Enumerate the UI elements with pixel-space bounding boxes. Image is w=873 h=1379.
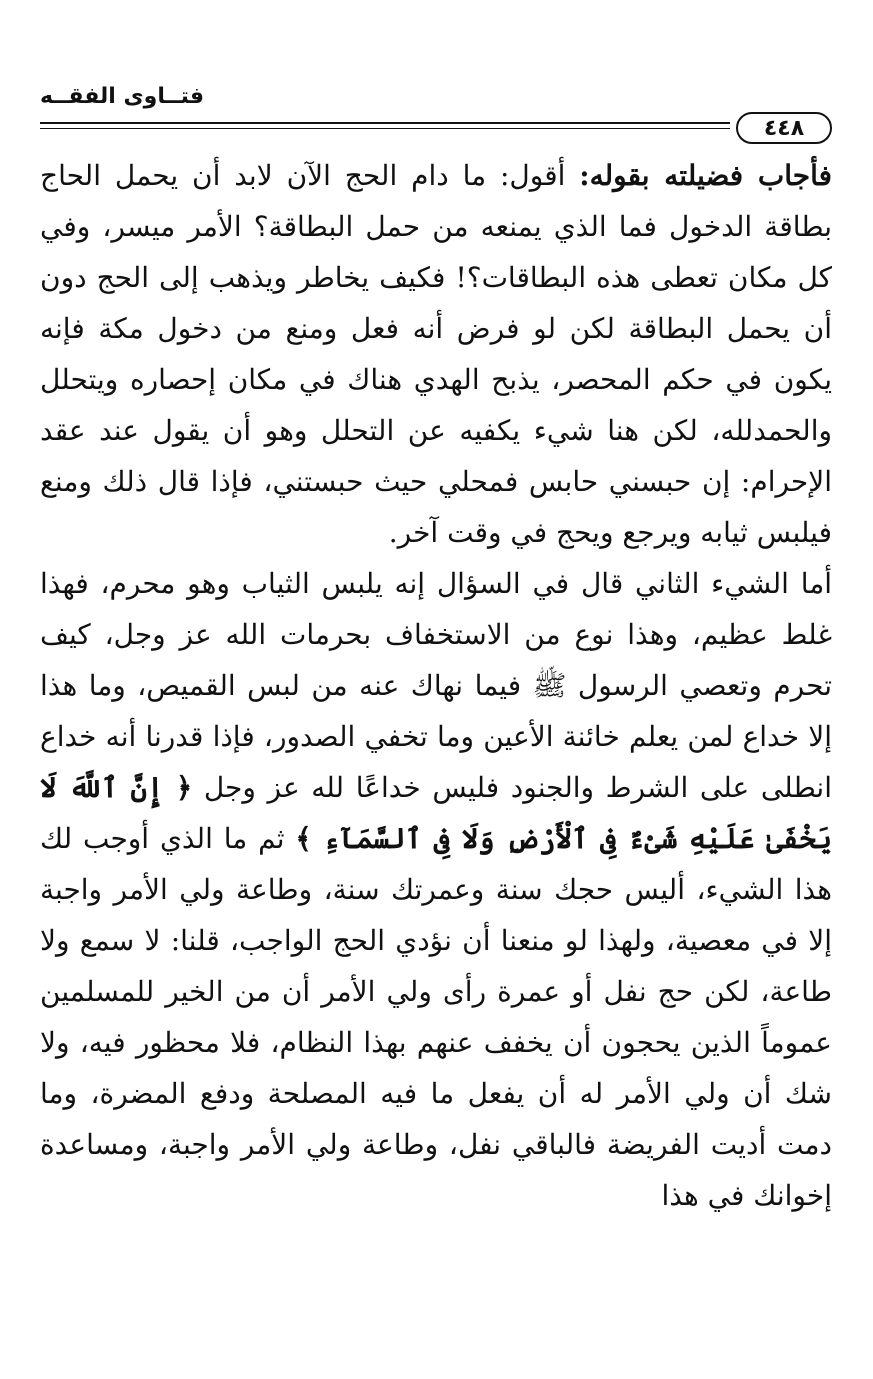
running-title: فتــاوى الفقــه xyxy=(40,84,205,109)
quran-verse: ﴿ إِنَّ ٱللَّهَ لَا يَخْفَىٰ عَلَيْهِ شَىْءٌ فِى ٱلْأَرْضِ وَلَا فِى ٱلسَّمَآءِ ﴾ xyxy=(40,771,833,855)
paragraph-second-point xyxy=(40,558,832,1221)
second-point-continuation: ثم ما الذي أوجب لك هذا الشيء، أليس حجك سنة وعمرتك سنة، وطاعة ولي الأمر واجبة إلا في معصية، ولهذا لو منعنا أن نؤدي الحج الواجب، قلنا: لا سمع ولا طاعة، لكن حج نفل أو عمرة رأى ولي الأمر أن من الخير للمسلمين عموماً الذين يحجون أن يخفف عنهم بهذا النظام، فلا محظور فيه، ولا شك أن ولي الأمر له أن يفعل ما فيه المصلحة ودفع المضرة، وما دمت أديت الفريضة فالباقي نفل، وطاعة ولي الأمر واجبة، ومساعدة إخوانك في هذا xyxy=(40,822,833,1212)
answer-lead: فأجاب فضيلته بقوله: xyxy=(579,159,832,192)
paragraph-answer xyxy=(40,150,832,558)
header-rule xyxy=(40,120,730,134)
body-text xyxy=(40,150,832,1221)
second-point-text: أما الشيء الثاني قال في السؤال إنه يلبس الثياب وهو محرم، فهذا غلط عظيم، وهذا نوع من الاستخفاف بحرمات الله عز وجل، كيف تحرم وتعصي الرسول ﷺ فيما نهاك عنه من لبس القميص، وما هذا إلا خداع لمن يعلم خائنة الأعين وما تخفي الصدور، فإذا قدرنا أنه خداع انطلى على الشرط والجنود فليس خداعًا لله عز وجل xyxy=(40,567,832,804)
page-number: ٤٤٨ xyxy=(736,112,832,144)
header-rule-thin-line xyxy=(40,128,730,129)
header-rule-thick-line xyxy=(40,122,730,124)
answer-text: أقول: ما دام الحج الآن لابد أن يحمل الحاج بطاقة الدخول فما الذي يمنعه من حمل البطاقة؟ الأمر ميسر، وفي كل مكان تعطى هذه البطاقات؟! فكيف يخاطر ويذهب إلى الحج دون أن يحمل البطاقة لكن لو فرض أنه فعل ومنع من دخول مكة فإنه يكون في حكم المحصر، يذبح الهدي هناك في مكان إحصاره ويتحلل والحمدلله، لكن هنا شيء يكفيه عن التحلل وهو أن يقول عند عقد الإحرام: إن حبسني حابس فمحلي حيث حبستني، فإذا قال ذلك ومنع فيلبس ثيابه ويرجع ويحج في وقت آخر. xyxy=(40,159,832,549)
